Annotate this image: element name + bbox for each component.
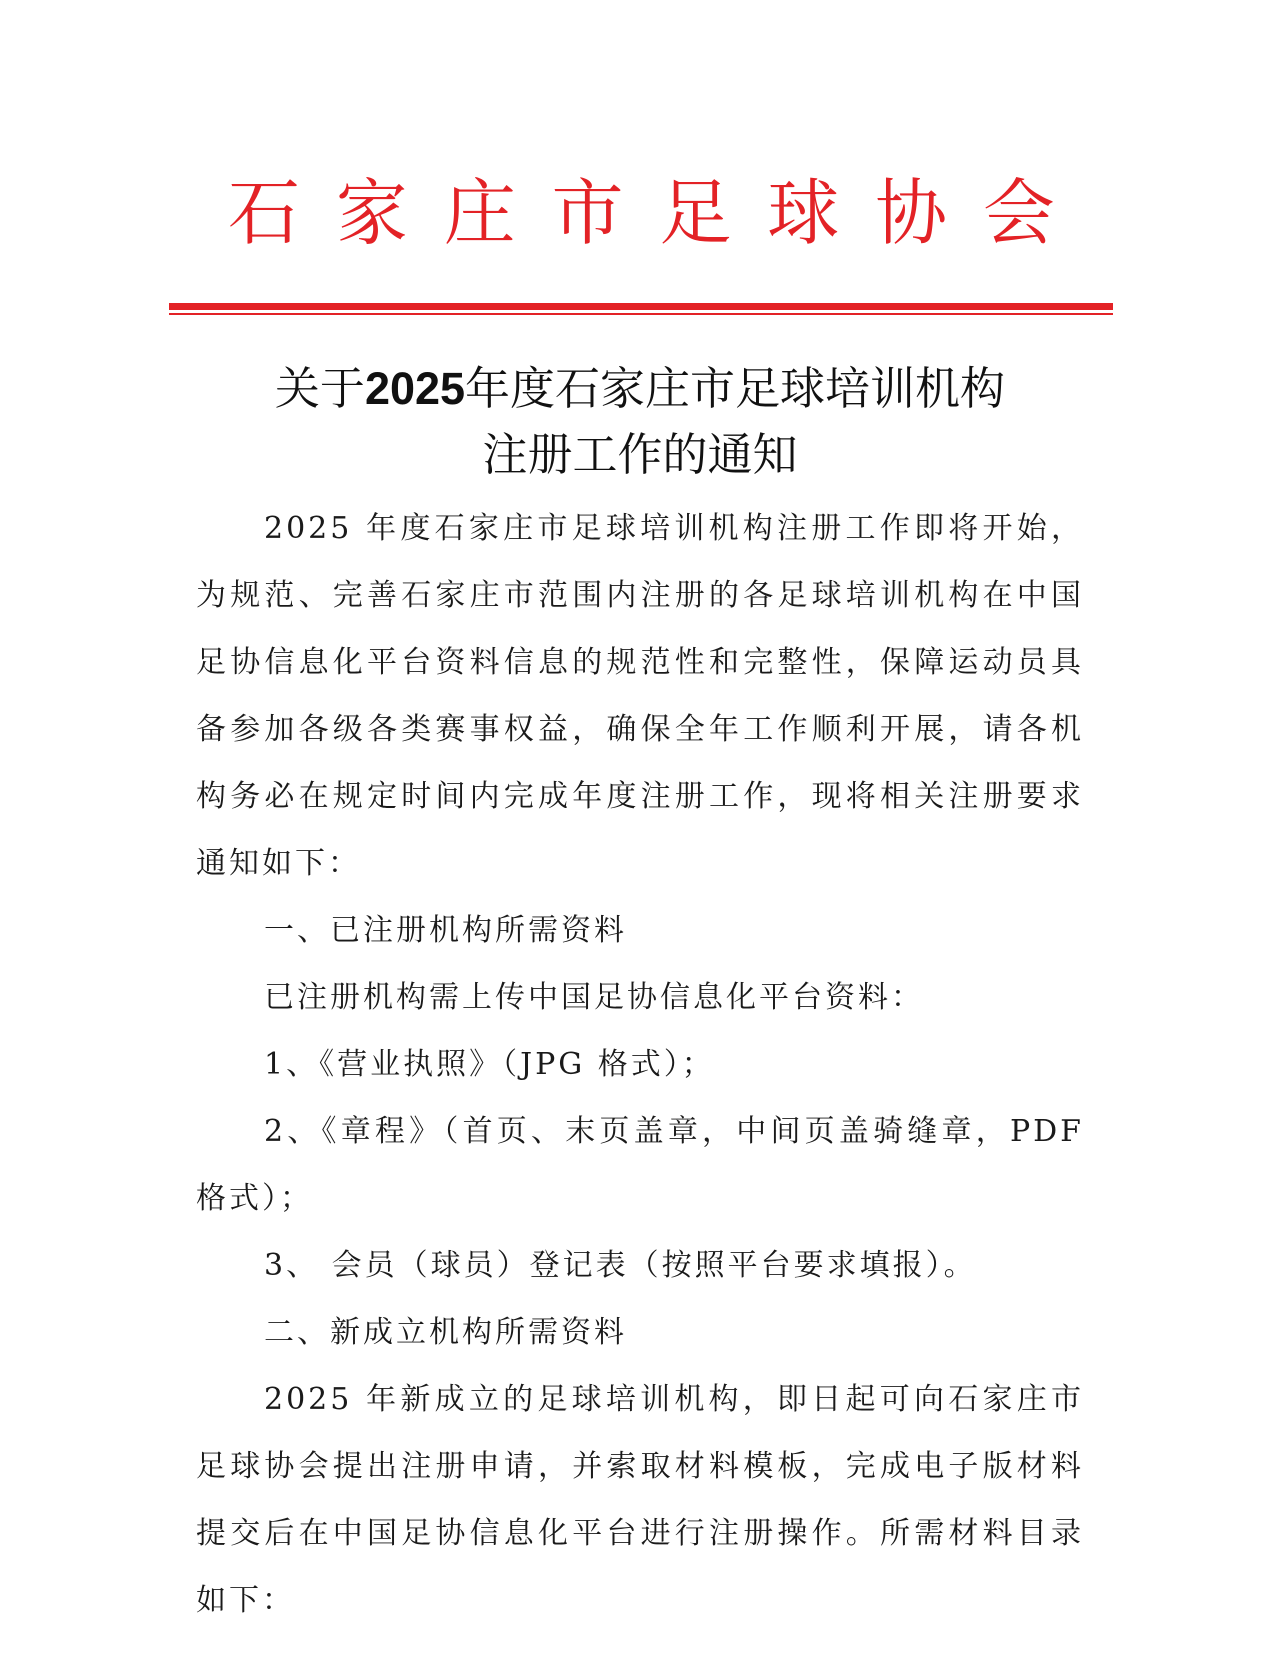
section-1-item: 3、 会员（球员）登记表（按照平台要求填报）。 xyxy=(264,1248,977,1283)
title-line-2: 注册工作的通知 xyxy=(482,428,798,481)
document-body xyxy=(196,495,1084,1634)
section-1-heading: 一、已注册机构所需资料 xyxy=(264,913,627,948)
org-name-char: 足 xyxy=(659,171,732,255)
section-1-item: 1、《营业执照》（JPG 格式）； xyxy=(264,1047,715,1082)
header-divider-thin xyxy=(169,313,1113,315)
title-year: 2025 xyxy=(364,363,466,414)
header-divider-thick xyxy=(169,303,1113,310)
section-2-paragraph: 2025 年新成立的足球培训机构，即日起可向石家庄市足球协会提出注册申请，并索取材料模板，完成电子版材料提交后在中国足协信息化平台进行注册操作。所需材料目录如下： xyxy=(196,1382,1084,1618)
org-name-char: 市 xyxy=(551,171,624,255)
section-2-heading: 二、新成立机构所需资料 xyxy=(264,1315,627,1350)
org-name-char: 家 xyxy=(335,171,408,255)
org-name-char: 会 xyxy=(982,171,1055,255)
section-1-lead: 已注册机构需上传中国足协信息化平台资料： xyxy=(264,980,924,1015)
org-name-char: 石 xyxy=(228,171,301,255)
section-1-item: 2、《章程》（首页、末页盖章，中间页盖骑缝章，PDF 格式）； xyxy=(196,1114,1084,1216)
org-name-char: 协 xyxy=(875,171,948,255)
organization-header xyxy=(160,168,1120,258)
org-name-char: 庄 xyxy=(443,171,516,255)
title-line-1 xyxy=(160,356,1120,422)
org-name-char: 球 xyxy=(767,171,840,255)
title-prefix: 关于 xyxy=(274,362,365,415)
intro-paragraph: 2025 年度石家庄市足球培训机构注册工作即将开始，为规范、完善石家庄市范围内注册的各足球培训机构在中国足协信息化平台资料信息的规范性和完整性，保障运动员具备参加各级各类赛事权益，确保全年工作顺利开展，请各机构务必在规定时间内完成年度注册工作，现将相关注册要求通知如下： xyxy=(196,511,1084,881)
document-title xyxy=(160,356,1120,488)
title-suffix: 年度石家庄市足球培训机构 xyxy=(465,362,1006,415)
